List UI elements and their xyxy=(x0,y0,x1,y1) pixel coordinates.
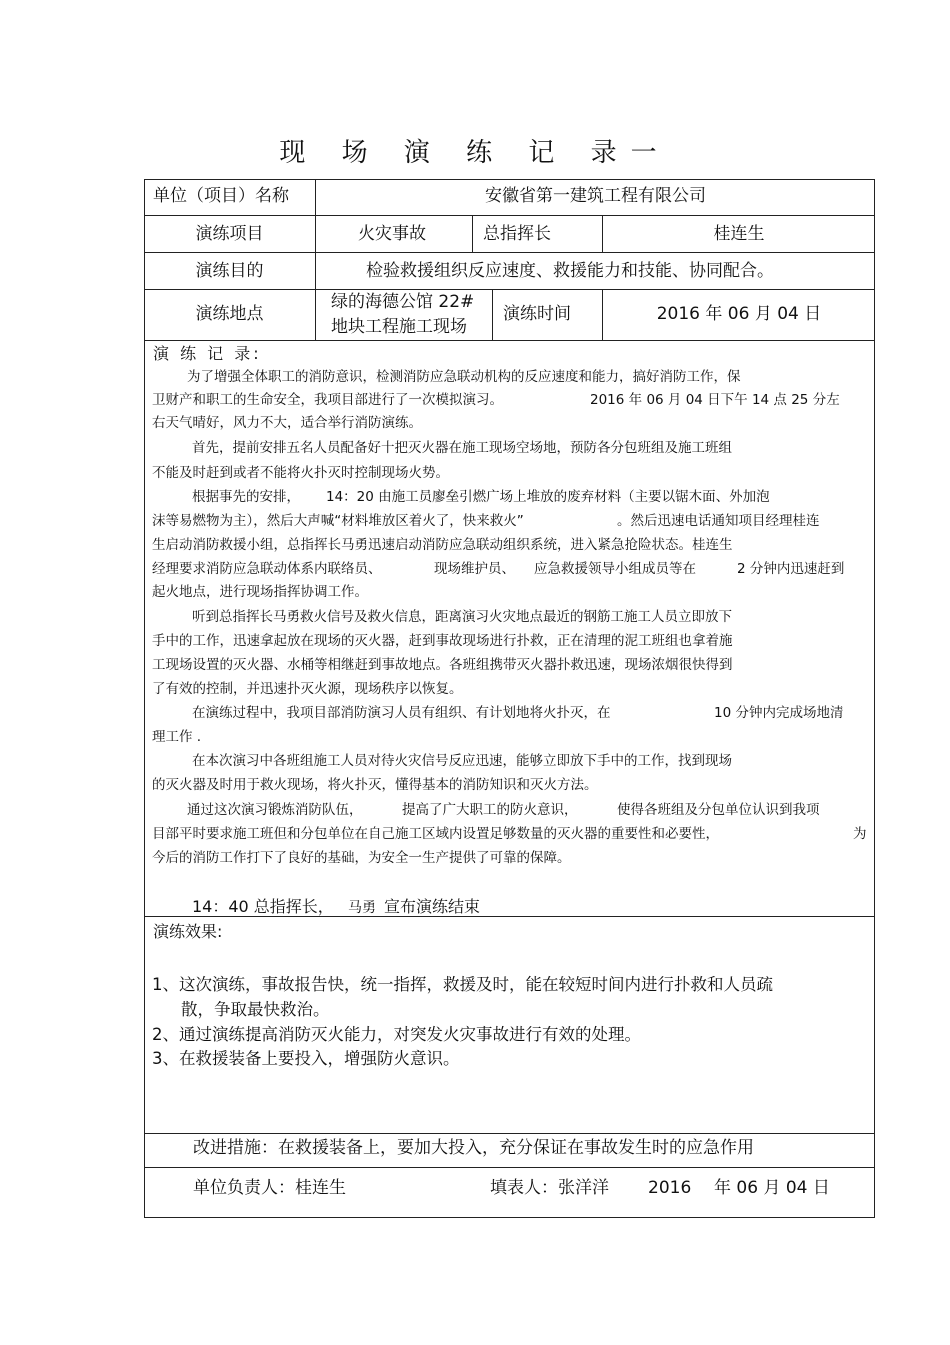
record-line: 在本次演习中各班组施工人员对待火灾信号反应迅速，能够立即放下手中的工作，找到现场 xyxy=(192,753,732,769)
col-divider xyxy=(492,289,493,340)
responsible-person: 单位负责人：桂连生 xyxy=(193,1178,346,1198)
record-line: 起火地点，进行现场指挥协调工作。 xyxy=(152,584,368,600)
record-line: 不能及时赶到或者不能将火扑灭时控制现场火势。 xyxy=(152,465,449,481)
end-text: 宣布演练结束 xyxy=(384,897,481,916)
record-line: 经理要求消防应急联动体系内联络员、 xyxy=(152,561,382,577)
record-line: 应急救援领导小组成员等在 xyxy=(534,561,696,577)
project-value: 火灾事故 xyxy=(358,224,426,244)
record-line: 生启动消防救援小组，总指挥长马勇迅速启动消防应急联动组织系统，进入紧急抢险状态。桂连生 xyxy=(152,537,733,553)
row-divider xyxy=(144,252,875,253)
fill-date: 年 06 月 04 日 xyxy=(714,1178,830,1198)
effect-item-3: 3、在救援装备上要投入，增强防火意识。 xyxy=(152,1049,460,1068)
form-filler: 填表人：张洋洋 xyxy=(490,1178,609,1198)
end-name: 马勇 xyxy=(348,900,376,916)
record-line: 。然后迅速电话通知项目经理桂连 xyxy=(617,513,820,529)
effect-item-1: 1、这次演练，事故报告快，统一指挥，救援及时，能在较短时间内进行扑救和人员疏 xyxy=(152,975,773,994)
effect-heading: 演练效果: xyxy=(153,922,223,941)
location-line2: 地块工程施工现场 xyxy=(331,317,467,337)
record-line: 现场维护员、 xyxy=(434,561,515,577)
record-line: 手中的工作，迅速拿起放在现场的灭火器，赶到事故现场进行扑救，正在清理的泥工班组也拿着施 xyxy=(152,633,733,649)
record-line: 了有效的控制，并迅速扑灭火源，现场秩序以恢复。 xyxy=(152,681,463,697)
end-time: 14：40 总指挥长， xyxy=(192,897,334,916)
record-line: 14：20 由施工员廖垒引燃广场上堆放的废弃材料（主要以锯木面、外加泡 xyxy=(326,489,770,505)
row-divider xyxy=(144,215,875,216)
unit-label: 单位（项目）名称 xyxy=(153,186,289,206)
record-line: 工现场设置的灭火器、水桶等相继赶到事故地点。各班组携带灭火器扑救迅速，现场浓烟很快得到 xyxy=(152,657,733,673)
record-line: 通过这次演习锻炼消防队伍， xyxy=(187,802,363,818)
effect-item-2: 2、通过演练提高消防灭火能力，对突发火灾事故进行有效的处理。 xyxy=(152,1025,641,1044)
record-line: 卫财产和职工的生命安全，我项目部进行了一次模拟演习。 xyxy=(152,392,503,408)
unit-value: 安徽省第一建筑工程有限公司 xyxy=(485,186,706,206)
fill-year: 2016 xyxy=(648,1178,692,1198)
row-divider xyxy=(144,340,875,341)
record-line: 目部平时要求施工班但和分包单位在自己施工区域内设置足够数量的灭火器的重要性和必要性， xyxy=(152,826,719,842)
commander-value: 桂连生 xyxy=(713,224,765,244)
row-divider xyxy=(144,289,875,290)
record-line: 2016 年 06 月 04 日下午 14 点 25 分左 xyxy=(590,392,840,408)
improvement-text: 改进措施：在救援装备上，要加大投入，充分保证在事故发生时的应急作用 xyxy=(193,1138,754,1158)
row-divider xyxy=(144,1167,875,1168)
record-line: 理工作 . xyxy=(152,729,202,745)
purpose-value: 检验救援组织反应速度、救援能力和技能、协同配合。 xyxy=(366,261,774,281)
record-line: 沫等易燃物为主），然后大声喊“材料堆放区着火了，快来救火” xyxy=(152,513,524,529)
record-line: 听到总指挥长马勇救火信号及救火信息，距离演习火灾地点最近的钢筋工施工人员立即放下 xyxy=(192,609,732,625)
record-line: 使得各班组及分包单位认识到我项 xyxy=(617,802,820,818)
time-value: 2016 年 06 月 04 日 xyxy=(656,304,822,324)
record-line: 10 分钟内完成场地清 xyxy=(714,705,844,721)
commander-label: 总指挥长 xyxy=(483,224,551,244)
effect-item-1-cont: 散，争取最快救治。 xyxy=(181,1000,330,1019)
location-label: 演练地点 xyxy=(195,304,264,324)
record-line: 右天气晴好，风力不大，适合举行消防演练。 xyxy=(152,415,422,431)
row-divider xyxy=(144,1133,875,1134)
purpose-label: 演练目的 xyxy=(195,261,264,281)
record-line: 为了增强全体职工的消防意识，检测消防应急联动机构的反应速度和能力，搞好消防工作，保 xyxy=(187,369,741,385)
record-line: 为 xyxy=(853,826,867,842)
record-line: 提高了广大职工的防火意识， xyxy=(402,802,578,818)
time-label: 演练时间 xyxy=(503,304,571,324)
record-line: 在演练过程中，我项目部消防演习人员有组织、有计划地将火扑灭，在 xyxy=(192,705,611,721)
location-line1: 绿的海德公馆 22# xyxy=(331,292,475,312)
record-line: 首先，提前安排五名人员配备好十把灭火器在施工现场空场地，预防各分包班组及施工班组 xyxy=(192,440,732,456)
project-label: 演练项目 xyxy=(195,224,264,244)
record-line: 2 分钟内迅速赶到 xyxy=(737,561,845,577)
record-heading: 演 练 记 录: xyxy=(153,344,262,363)
record-line: 根据事先的安排， xyxy=(192,489,300,505)
record-line: 今后的消防工作打下了良好的基础，为安全一生产提供了可靠的保障。 xyxy=(152,850,571,866)
col-divider xyxy=(472,215,473,252)
page-title: 现 场 演 练 记 录一 xyxy=(279,138,671,168)
record-line: 的灭火器及时用于救火现场，将火扑灭，懂得基本的消防知识和灭火方法。 xyxy=(152,777,598,793)
